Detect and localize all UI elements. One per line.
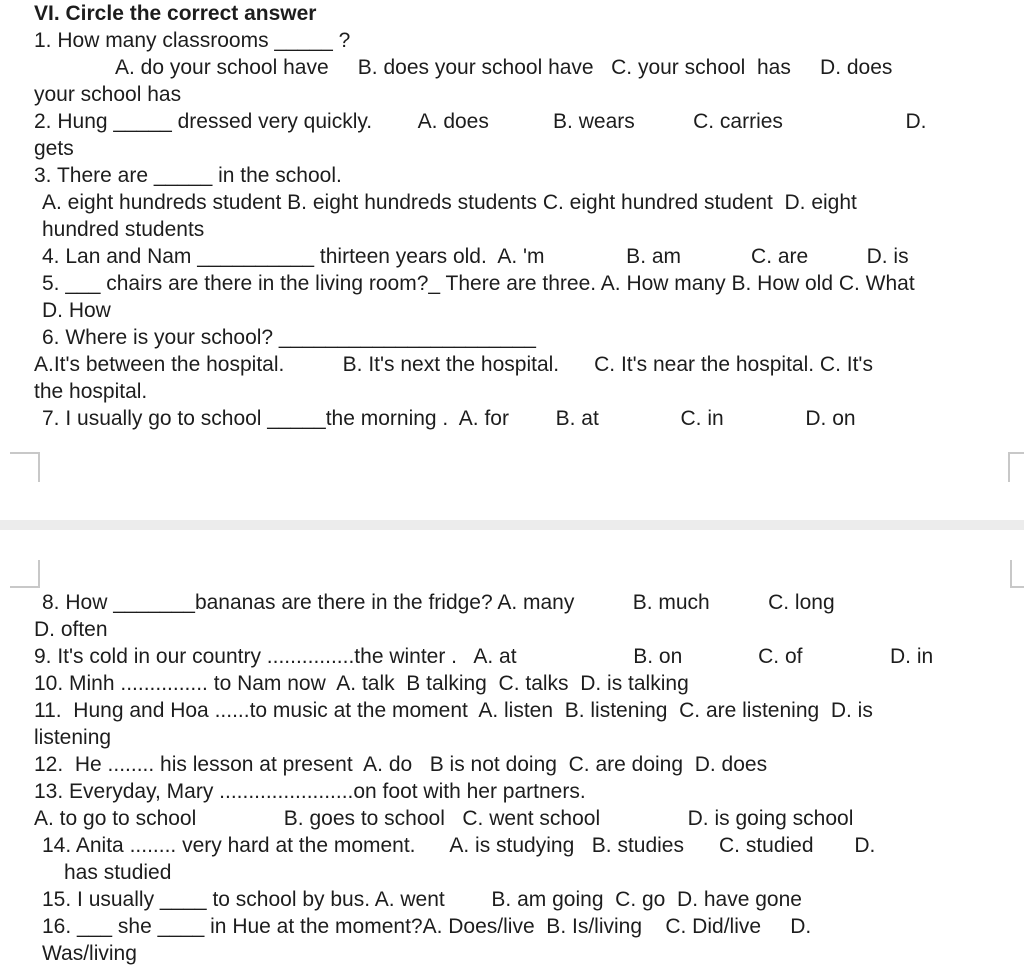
question-2-stem: 2. Hung _____ dressed very quickly. A. does B. wears C. carries D. [34, 110, 927, 133]
question-16-options-cont: Was/living [42, 942, 137, 965]
question-12: 12. He ........ his lesson at present A. do B is not doing C. are doing D. does [34, 753, 768, 776]
crop-corner-bottom-left [10, 560, 40, 588]
question-3-stem: 3. There are _____ in the school. [34, 164, 342, 187]
question-9: 9. It's cold in our country ...............the winter . A. at B. on C. of D. in [34, 645, 934, 668]
question-6-options-cont: the hospital. [34, 380, 148, 403]
question-10: 10. Minh ............... to Nam now A. talk B talking C. talks D. is talking [34, 672, 689, 695]
crop-corner-bottom-right [1010, 560, 1024, 588]
question-6-options: A.It's between the hospital. B. It's next the hospital. C. It's near the hospital. C. It's [34, 353, 873, 376]
question-11: 11. Hung and Hoa ......to music at the moment A. listen B. listening C. are listening D. is [34, 699, 873, 722]
question-7: 7. I usually go to school _____the morning . A. for B. at C. in D. on [42, 407, 856, 430]
question-8-options-cont: D. often [34, 618, 108, 641]
question-16: 16. ___ she ____ in Hue at the moment?A. Does/live B. Is/living C. Did/live D. [42, 915, 812, 938]
question-13-stem: 13. Everyday, Mary .......................on foot with her partners. [34, 780, 586, 803]
question-8: 8. How _______bananas are there in the fridge? A. many B. much C. long [42, 591, 835, 614]
question-2-options-cont: gets [34, 137, 74, 160]
crop-corner-top-right [1008, 452, 1024, 482]
question-14-options-cont: has studied [64, 861, 172, 884]
question-15: 15. I usually ____ to school by bus. A. went B. am going C. go D. have gone [42, 888, 802, 911]
question-11-options-cont: listening [34, 726, 112, 749]
worksheet-title: VI. Circle the correct answer [34, 2, 317, 25]
question-6-stem: 6. Where is your school? ______________________ [42, 326, 536, 349]
crop-corner-top-left [10, 452, 40, 482]
question-3-options-cont: hundred students [42, 218, 205, 241]
question-5-options-cont: D. How [42, 299, 111, 322]
question-4: 4. Lan and Nam __________ thirteen years old. A. 'm B. am C. are D. is [42, 245, 909, 268]
question-14: 14. Anita ........ very hard at the moment. A. is studying B. studies C. studied D. [42, 834, 876, 857]
question-5: 5. ___ chairs are there in the living room?_ There are three. A. How many B. How old C. What [42, 272, 915, 295]
question-1-options: A. do your school have B. does your school have C. your school has D. does [115, 56, 893, 79]
question-1-options-cont: your school has [34, 83, 182, 106]
question-1-stem: 1. How many classrooms _____ ? [34, 29, 351, 52]
question-3-options: A. eight hundreds student B. eight hundreds students C. eight hundred student D. eight [42, 191, 857, 214]
photo-separator [0, 520, 1024, 530]
question-13-options: A. to go to school B. goes to school C. went school D. is going school [34, 807, 854, 830]
